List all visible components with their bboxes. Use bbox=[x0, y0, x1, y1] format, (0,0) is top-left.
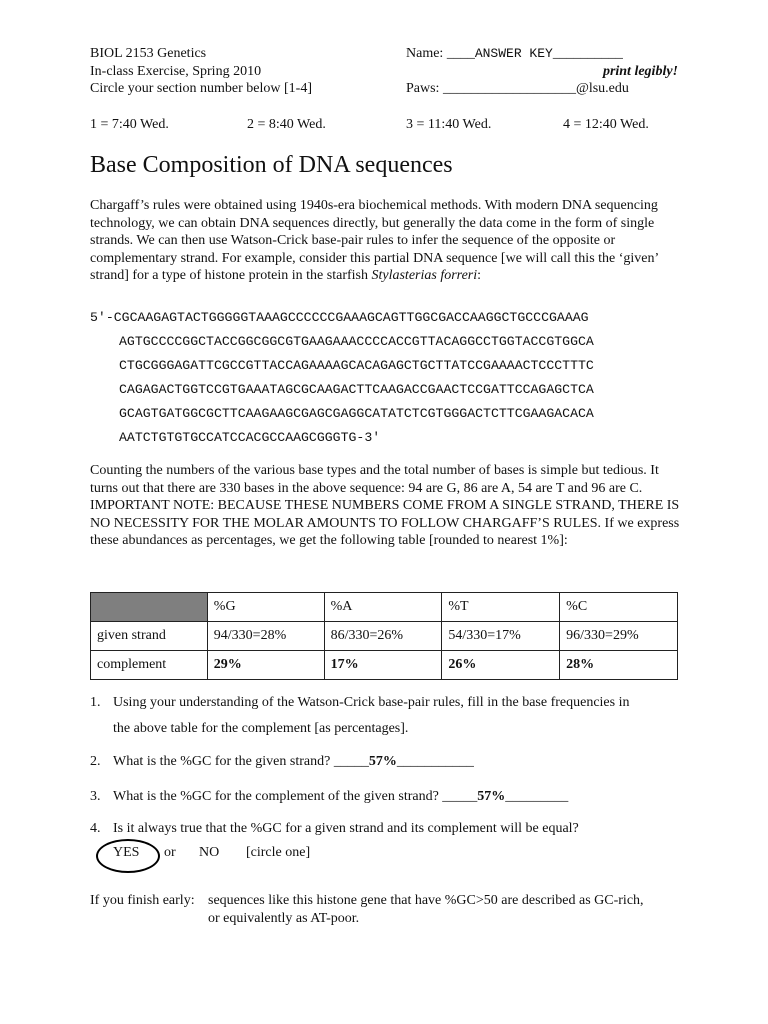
question-3-blank: _________ bbox=[505, 789, 569, 804]
sequence-line-3: CTGCGGGAGATTCGCCGTTACCAGAAAAGCACAGAGCTGCTTATCCGAAAACTCCCTTTC bbox=[119, 358, 594, 373]
table-cell: 96/330=29% bbox=[560, 622, 678, 651]
print-legibly-note: print legibly! bbox=[602, 64, 678, 79]
choice-no: NO bbox=[199, 845, 220, 860]
sequence-line-4: CAGAGACTGGTCCGTGAAATAGCGCAAGACTTCAAGACCGAACTCCGATTCCAGAGCTCA bbox=[119, 382, 594, 397]
table-header-g: %G bbox=[207, 593, 324, 622]
sequence-line-5: GCAGTGATGGCGCTTCAAGAAGCGAGCGAGGCATATCTCGTGGGACTCTTCGAAGACACA bbox=[119, 406, 594, 421]
question-2-answer: 57% bbox=[368, 754, 397, 769]
name-trail: __________ bbox=[552, 46, 623, 61]
choice-hint: [circle one] bbox=[246, 845, 311, 860]
table-cell: 94/330=28% bbox=[207, 622, 324, 651]
finish-early-line-1: sequences like this histone gene that have %GC>50 are described as GC-rich, bbox=[208, 893, 644, 908]
row-label-complement: complement bbox=[91, 651, 208, 680]
page-title: Base Composition of DNA sequences bbox=[90, 152, 453, 178]
table-row bbox=[91, 651, 678, 680]
question-3-text: What is the %GC for the complement of the given strand? _____ bbox=[113, 789, 478, 804]
sequence-line-2: AGTGCCCCGGCTACCGGCGGCGTGAAGAAACCCCACCGTTACAGGCCTGGTACCGTGGCA bbox=[119, 334, 594, 349]
intro-end: : bbox=[477, 268, 482, 283]
course-name: BIOL 2153 Genetics bbox=[90, 46, 207, 61]
table-row bbox=[91, 622, 678, 651]
species-name: Stylasterias forreri bbox=[371, 268, 478, 283]
question-3-answer: 57% bbox=[477, 789, 506, 804]
question-3 bbox=[113, 789, 568, 805]
finish-early-line-2: or equivalently as AT-poor. bbox=[208, 911, 360, 926]
question-1-number: 1. bbox=[90, 695, 101, 710]
section-option-3: 3 = 11:40 Wed. bbox=[406, 117, 492, 132]
table-cell: 86/330=26% bbox=[324, 622, 442, 651]
question-1-line-1: Using your understanding of the Watson-Crick base-pair rules, fill in the base frequencies in bbox=[113, 695, 630, 710]
choice-or: or bbox=[164, 845, 176, 860]
question-2-text: What is the %GC for the given strand? _____ bbox=[113, 754, 369, 769]
exercise-title: In-class Exercise, Spring 2010 bbox=[90, 64, 262, 79]
choice-yes: YES bbox=[113, 845, 140, 860]
section-option-2: 2 = 8:40 Wed. bbox=[247, 117, 326, 132]
name-line bbox=[406, 46, 623, 62]
intro-paragraph bbox=[90, 197, 690, 285]
question-2 bbox=[113, 754, 474, 770]
table-cell-answer: 26% bbox=[442, 651, 560, 680]
section-option-1: 1 = 7:40 Wed. bbox=[90, 117, 169, 132]
row-label-given: given strand bbox=[91, 622, 208, 651]
table-header-a: %A bbox=[324, 593, 442, 622]
table-header-blank bbox=[91, 593, 208, 622]
table-header-t: %T bbox=[442, 593, 560, 622]
question-1-line-2: the above table for the complement [as percentages]. bbox=[113, 721, 409, 736]
sequence-line-6: AATCTGTGTGCCATCCACGCCAAGCGGGTG-3' bbox=[119, 430, 381, 445]
intro-text: Chargaff’s rules were obtained using 1940s-era biochemical methods. With modern DNA sequencing technology, we can obtain DNA sequences directly, but generally the data come in the form of single strands. We can then use Watson-Crick base-pair rules to infer the sequence of the opposite or complementary strand. For example, consider this partial DNA sequence [we will call this the ‘given’ strand] for a type of histone protein in the starfish bbox=[90, 198, 659, 283]
circle-instruction: Circle your section number below [1-4] bbox=[90, 81, 312, 96]
table-header-c: %C bbox=[560, 593, 678, 622]
question-2-number: 2. bbox=[90, 754, 101, 769]
finish-early-label: If you finish early: bbox=[90, 893, 195, 908]
base-frequency-table bbox=[90, 592, 678, 680]
name-value: ANSWER KEY bbox=[474, 46, 553, 61]
name-label: Name: ____ bbox=[406, 46, 475, 61]
question-2-blank: ___________ bbox=[396, 754, 474, 769]
paws-line: Paws: ___________________@lsu.edu bbox=[406, 81, 629, 96]
question-4-number: 4. bbox=[90, 821, 101, 836]
table-cell-answer: 29% bbox=[207, 651, 324, 680]
counting-text: Counting the numbers of the various base types and the total number of bases is simple but tedious. It turns out that there are 330 bases in the above sequence: 94 are G, 86 are A, 54 are T and 96 are C. IMPORTANT NOTE: BECAUSE THESE NUMBERS COME FROM A SINGLE STRAND, THERE IS NO NECESSITY FOR THE MOLAR AMOUNTS TO FOLLOW CHARGAFF’S RULES. If we express these abundances as percentages, we get the following table [rounded to nearest 1%]: bbox=[90, 463, 680, 548]
table-cell: 54/330=17% bbox=[442, 622, 560, 651]
counting-paragraph bbox=[90, 462, 690, 550]
table-cell-answer: 17% bbox=[324, 651, 442, 680]
section-option-4: 4 = 12:40 Wed. bbox=[563, 117, 649, 132]
sequence-line-1: 5'-CGCAAGAGTACTGGGGGTAAAGCCCCCCGAAAGCAGTTGGCGACCAAGGCTGCCCGAAAG bbox=[90, 310, 589, 325]
table-header-row bbox=[91, 593, 678, 622]
question-4-text: Is it always true that the %GC for a given strand and its complement will be equal? bbox=[113, 821, 579, 836]
table-cell-answer: 28% bbox=[560, 651, 678, 680]
question-3-number: 3. bbox=[90, 789, 101, 804]
